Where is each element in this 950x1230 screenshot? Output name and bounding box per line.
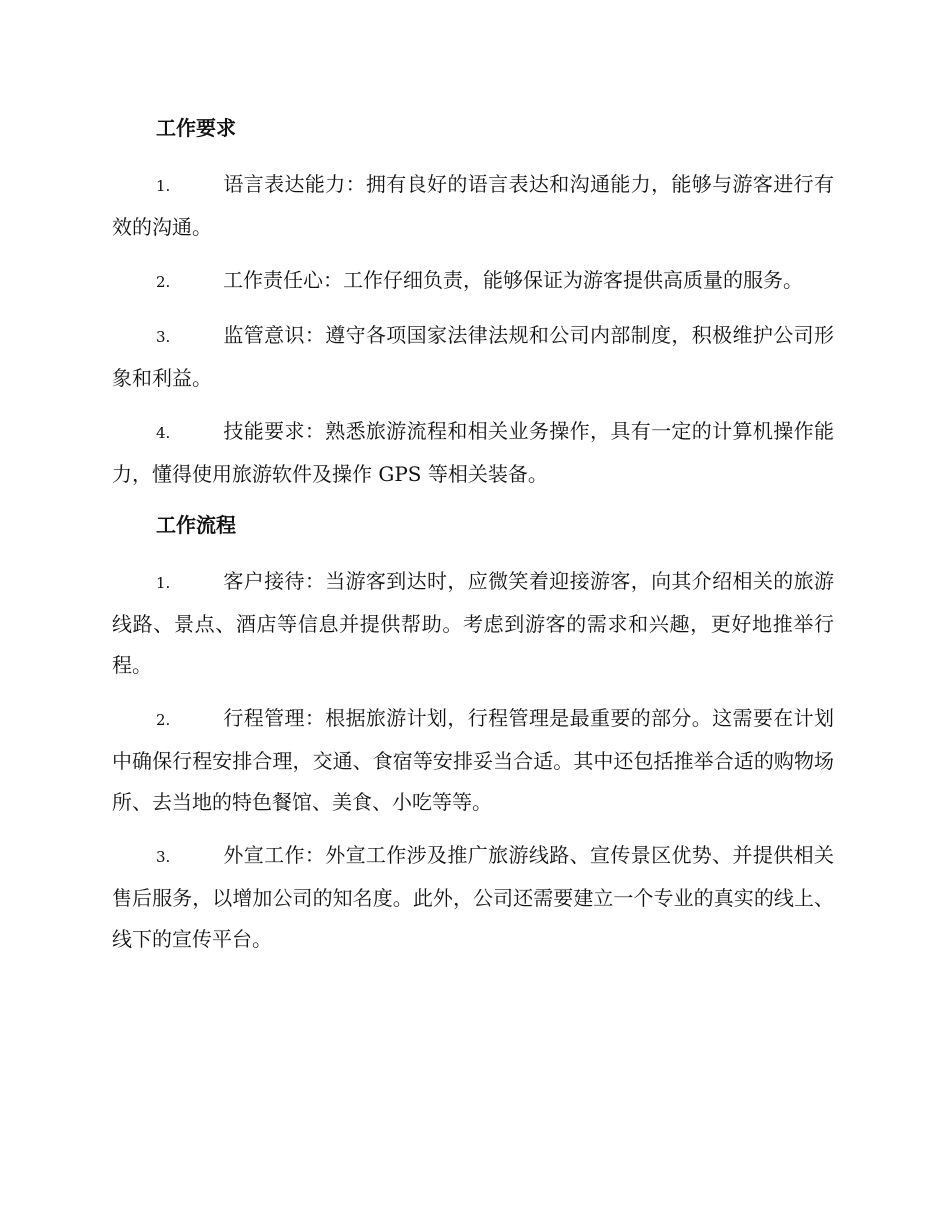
list-number: 3. (156, 848, 171, 866)
list-number: 4. (156, 424, 171, 442)
list-number: 2. (156, 711, 171, 729)
list-text: 监管意识：遵守各项国家法律法规和公司内部制度，积极维护公司形象和利益。 (112, 323, 834, 390)
section-heading-requirements: 工作要求 (156, 116, 236, 140)
requirement-item (112, 260, 834, 303)
requirement-item (112, 164, 834, 248)
requirement-item (112, 411, 834, 495)
list-text: 外宣工作：外宣工作涉及推广旅游线路、宣传景区优势、并提供相关售后服务，以增加公司的知名度。此外，公司还需要建立一个专业的真实的线上、线下的宣传平台。 (112, 843, 834, 951)
workflow-item (112, 835, 834, 960)
workflow-item (112, 698, 834, 823)
list-number: 3. (156, 328, 171, 346)
list-number: 2. (156, 273, 171, 291)
section-heading-workflow: 工作流程 (156, 513, 236, 537)
document-body (112, 110, 834, 972)
list-number: 1. (156, 574, 171, 592)
list-number: 1. (156, 177, 171, 195)
workflow-item (112, 561, 834, 686)
list-text: 语言表达能力：拥有良好的语言表达和沟通能力，能够与游客进行有效的沟通。 (112, 172, 834, 239)
list-text: 客户接待：当游客到达时，应微笑着迎接游客，向其介绍相关的旅游线路、景点、酒店等信息并提供帮助。考虑到游客的需求和兴趣，更好地推举行程。 (112, 569, 834, 677)
list-text: 技能要求：熟悉旅游流程和相关业务操作，具有一定的计算机操作能力，懂得使用旅游软件及操作 GPS 等相关装备。 (112, 419, 834, 486)
list-text: 工作责任心：工作仔细负责，能够保证为游客提供高质量的服务。 (223, 268, 803, 292)
list-text: 行程管理：根据旅游计划，行程管理是最重要的部分。这需要在计划中确保行程安排合理，交通、食宿等安排妥当合适。其中还包括推举合适的购物场所、去当地的特色餐馆、美食、小吃等等。 (112, 706, 834, 814)
requirement-item (112, 315, 834, 399)
